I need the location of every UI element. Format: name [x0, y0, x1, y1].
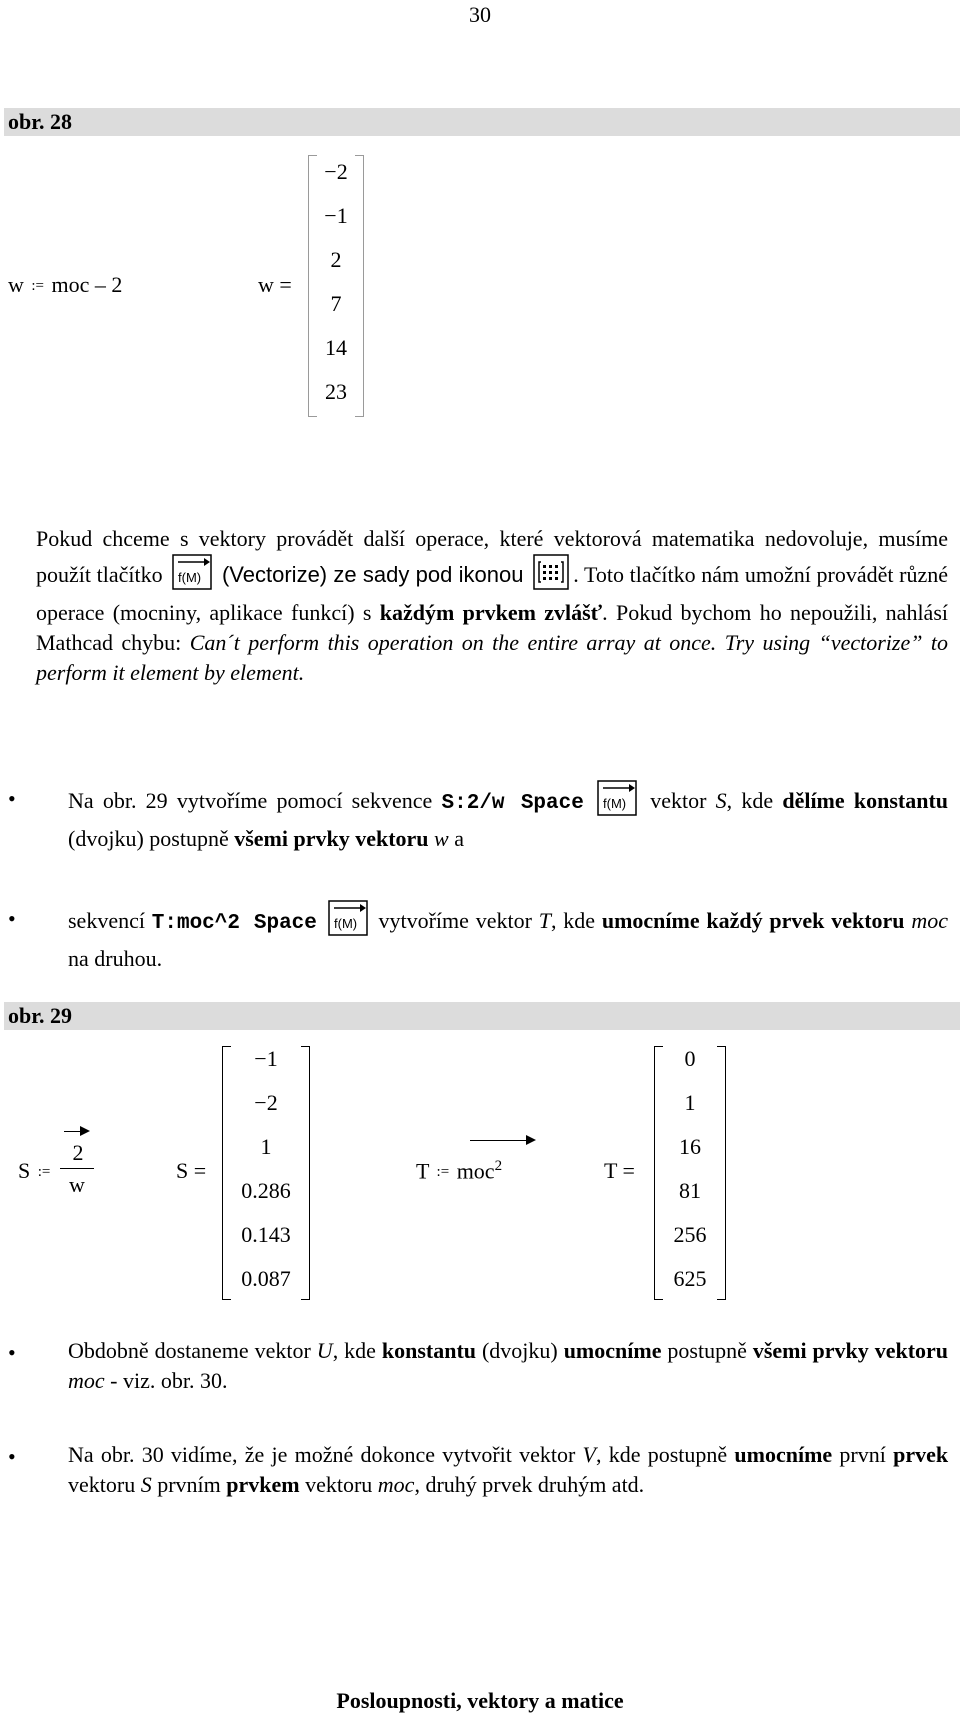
text: , kde postupně	[596, 1442, 728, 1467]
error-message: Can´t perform this operation on the entire array at once. Try using “vectorize” to perform it element by element.	[36, 630, 948, 685]
bullet-marker: •	[8, 786, 16, 811]
w-result-vector	[308, 155, 364, 417]
bullet-item-2	[68, 900, 948, 974]
variable: moc	[911, 908, 948, 933]
vector-element: 16	[679, 1134, 701, 1159]
figure-label-bar-28	[4, 108, 960, 136]
paragraph-text: . Pokud bychom ho nepoužili, nahlásí Mathcad chybu:	[36, 600, 948, 655]
vector-element: 0.286	[241, 1178, 291, 1203]
bullet-item-1	[68, 780, 948, 854]
variable: T	[538, 908, 551, 933]
paragraph-text: Pokud chceme s vektory provádět další operace, které vektorová matematika nedovoluje, musíme použít tlačítko	[36, 526, 948, 587]
vector-element: 0.087	[241, 1266, 291, 1291]
figure-label-bar-29	[4, 1002, 960, 1030]
key-sequence: T:moc^2 Space	[151, 912, 317, 935]
text: postupně	[667, 1338, 747, 1363]
vector-element: 0	[684, 1046, 696, 1071]
bullet-marker: •	[8, 906, 16, 931]
variable: S	[140, 1472, 152, 1497]
vector-element: 7	[330, 291, 342, 316]
w-assign-lhs: w	[8, 272, 24, 297]
text: první	[839, 1442, 886, 1467]
variable: S	[715, 788, 727, 813]
page-footer: Posloupnosti, vektory a matice	[336, 1688, 624, 1713]
bold-text: umocníme	[734, 1442, 833, 1467]
text: Na obr. 29 vytvoříme pomocí sekvence	[68, 788, 433, 813]
text: vektoru	[68, 1472, 136, 1497]
vectorize-icon	[172, 554, 212, 598]
vector-element: 0.143	[241, 1222, 291, 1247]
bold-text: všemi prvky vektoru	[752, 1338, 949, 1363]
assign-operator: :=	[436, 1164, 450, 1181]
text: prvním	[157, 1472, 221, 1497]
text: vektoru	[305, 1472, 373, 1497]
text: vytvoříme vektor	[378, 908, 532, 933]
t-result-vector	[654, 1046, 726, 1300]
variable-moc: moc	[456, 1158, 495, 1184]
s-evaluation-label: S =	[176, 1158, 207, 1183]
bold-text: umocníme každý prvek vektoru	[601, 908, 905, 933]
vectorize-icon	[597, 780, 637, 824]
bold-text: konstantu	[381, 1338, 477, 1363]
bold-text: prvek	[893, 1442, 949, 1467]
variable: V	[582, 1442, 596, 1467]
key-sequence: S:2/w Space	[441, 792, 584, 815]
vectorize-arrow	[64, 1131, 88, 1132]
text: Na obr. 30 vidíme, že je možné dokonce vytvořit vektor	[68, 1442, 576, 1467]
s-assign-lhs	[18, 1158, 52, 1184]
text: - viz. obr. 30.	[110, 1368, 228, 1393]
right-bracket	[717, 1046, 726, 1300]
text: , kde	[332, 1338, 376, 1363]
left-bracket	[654, 1046, 663, 1300]
matrix-palette-icon	[533, 554, 569, 598]
text: , kde	[550, 908, 596, 933]
variable: moc	[68, 1368, 105, 1393]
vector-element: −1	[254, 1046, 278, 1071]
vector-element: 2	[330, 247, 342, 272]
left-bracket	[222, 1046, 231, 1300]
text: (dvojku)	[481, 1338, 558, 1363]
variable: moc	[377, 1472, 415, 1497]
text: , kde	[726, 788, 774, 813]
figure-label-28: obr. 28	[8, 109, 72, 134]
fraction-numerator: 2	[72, 1140, 84, 1165]
variable-t: T	[416, 1158, 430, 1184]
assign-operator: :=	[37, 1164, 51, 1180]
w-assignment	[8, 272, 122, 298]
vector-element: 625	[673, 1266, 707, 1291]
w-assign-rhs: moc – 2	[51, 272, 123, 297]
vectorize-icon	[328, 900, 368, 944]
vectorize-text: (Vectorize) ze sady pod ikonou	[221, 562, 524, 587]
s-result-vector	[222, 1046, 310, 1300]
bullet-marker: •	[8, 1444, 16, 1469]
left-bracket	[308, 155, 317, 417]
text: na druhou.	[68, 946, 163, 971]
t-assignment	[416, 1158, 502, 1184]
variable-s: S	[18, 1158, 31, 1183]
vector-element: −1	[324, 203, 348, 228]
bullet-item-4	[68, 1440, 948, 1500]
text: sekvencí	[68, 908, 145, 933]
text: vektor	[650, 788, 707, 813]
page-number: 30	[469, 2, 491, 27]
paragraph-text: . Toto tlačítko nám umožní provádět různé operace (mocniny, aplikace funkcí) s	[36, 562, 948, 625]
vector-element: 81	[679, 1178, 701, 1203]
svg-text:f(M): f(M)	[178, 570, 202, 585]
right-bracket	[301, 1046, 310, 1300]
vector-element: 14	[325, 335, 347, 360]
vector-element: 1	[684, 1090, 696, 1115]
paragraph-vectorize	[36, 524, 948, 688]
svg-text:f(M): f(M)	[333, 916, 357, 931]
bullet-item-3	[68, 1336, 948, 1396]
t-evaluation-label: T =	[604, 1158, 635, 1183]
bold-text: každým prvkem zvlášť	[379, 600, 603, 625]
assign-operator: :=	[31, 278, 45, 294]
bold-text: dělíme konstantu	[782, 788, 948, 813]
w-evaluation-label: w =	[258, 272, 292, 297]
svg-text:f(M): f(M)	[603, 796, 627, 811]
bullet-marker: •	[8, 1340, 16, 1365]
text: (dvojku) postupně	[68, 826, 229, 851]
vector-element: 256	[673, 1222, 707, 1247]
figure-label-29: obr. 29	[8, 1003, 72, 1028]
fraction-bar	[60, 1168, 94, 1169]
vectorize-arrow	[470, 1140, 534, 1141]
vector-element: −2	[254, 1090, 278, 1115]
text: a	[454, 826, 464, 851]
bold-text: všemi prvky vektoru	[234, 826, 429, 851]
variable: w	[434, 826, 449, 851]
right-bracket	[355, 155, 364, 417]
text: , druhý prvek druhým atd.	[414, 1472, 645, 1497]
bold-text: umocníme	[563, 1338, 662, 1363]
bold-text: prvkem	[226, 1472, 300, 1497]
vector-element: −2	[324, 159, 348, 184]
variable: U	[316, 1338, 333, 1363]
vector-element: 1	[260, 1134, 272, 1159]
text: Obdobně dostaneme vektor	[68, 1338, 311, 1363]
fraction-denominator: w	[69, 1172, 85, 1197]
exponent: 2	[494, 1158, 503, 1174]
vector-element: 23	[325, 379, 347, 404]
